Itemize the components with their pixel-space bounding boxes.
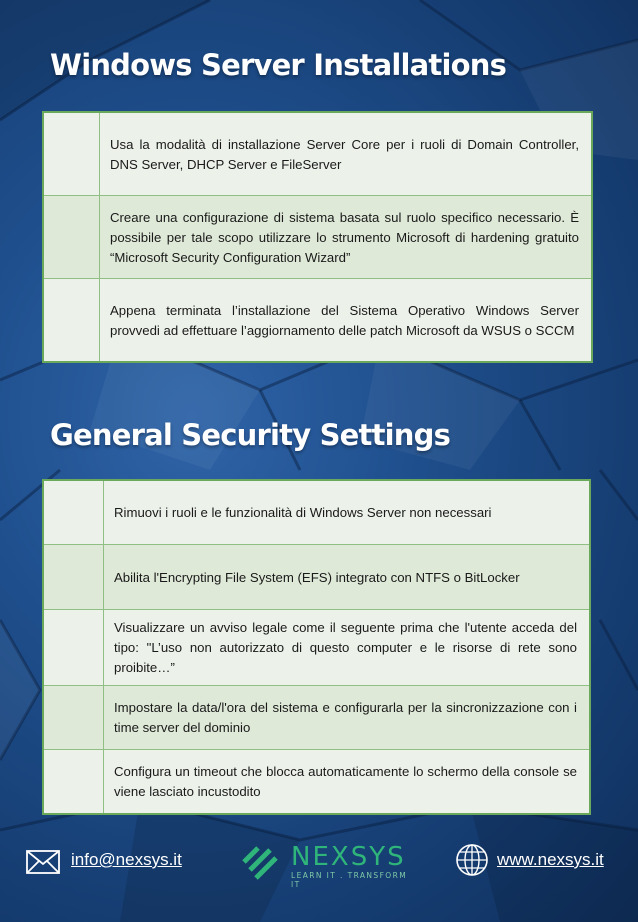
security-settings-table bbox=[42, 479, 591, 815]
website-link[interactable]: www.nexsys.it bbox=[497, 850, 604, 869]
item-text: Abilita l'Encrypting File System (EFS) integrato con NTFS o BitLocker bbox=[104, 545, 591, 610]
row-marker-cell bbox=[43, 112, 100, 196]
installations-table bbox=[42, 111, 593, 363]
row-marker-cell bbox=[43, 196, 100, 279]
item-text: Visualizzare un avviso legale come il seguente prima che l'utente acceda del tipo: "L’uso non autorizzato di questo computer e le risorse di rete sono proibite…” bbox=[104, 610, 591, 686]
item-text: Rimuovi i ruoli e le funzionalità di Windows Server non necessari bbox=[104, 480, 591, 545]
item-text: Creare una configurazione di sistema basata sul ruolo specifico necessario. È possibile per tale scopo utilizzare lo strumento Microsoft di hardening gratuito “Microsoft Security Configuration Wizard” bbox=[100, 196, 593, 279]
footer bbox=[0, 838, 638, 889]
item-text: Impostare la data/l'ora del sistema e configurarla per la sincronizzazione con i time server del dominio bbox=[104, 686, 591, 750]
row-marker-cell bbox=[43, 279, 100, 363]
globe-icon bbox=[455, 843, 489, 877]
item-text: Configura un timeout che blocca automaticamente lo schermo della console se viene lasciato incustodito bbox=[104, 750, 591, 815]
table-row bbox=[43, 480, 590, 545]
table-row bbox=[43, 545, 590, 610]
table-row bbox=[43, 196, 592, 279]
table-row bbox=[43, 686, 590, 750]
row-marker-cell bbox=[43, 610, 104, 686]
section-title-windows-server-installations: Windows Server Installations bbox=[50, 48, 507, 82]
email-link[interactable]: info@nexsys.it bbox=[71, 850, 182, 869]
envelope-icon bbox=[26, 850, 60, 874]
row-marker-cell bbox=[43, 480, 104, 545]
item-text: Usa la modalità di installazione Server Core per i ruoli di Domain Controller, DNS Server, DHCP Server e FileServer bbox=[100, 112, 593, 196]
table-row bbox=[43, 112, 592, 196]
row-marker-cell bbox=[43, 545, 104, 610]
row-marker-cell bbox=[43, 750, 104, 815]
item-text: Appena terminata l’installazione del Sistema Operativo Windows Server provvedi ad effettuare l’aggiornamento delle patch Microsoft da WSUS o SCCM bbox=[100, 279, 593, 363]
table-row bbox=[43, 750, 590, 815]
nexsys-logo-stripes-icon bbox=[240, 840, 284, 884]
table-row bbox=[43, 610, 590, 686]
nexsys-logo bbox=[240, 840, 410, 889]
section-title-general-security-settings: General Security Settings bbox=[50, 418, 451, 452]
table-row bbox=[43, 279, 592, 363]
row-marker-cell bbox=[43, 686, 104, 750]
logo-name: NEXSYS bbox=[291, 842, 406, 872]
logo-tagline: LEARN IT . TRANSFORM IT bbox=[291, 871, 408, 889]
